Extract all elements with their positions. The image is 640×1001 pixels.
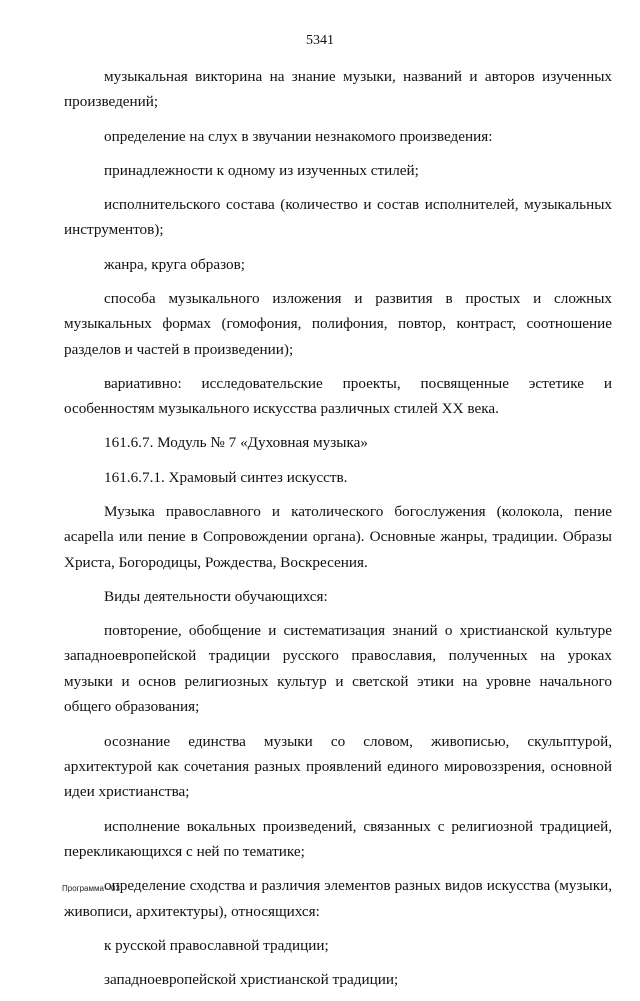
paragraph-orthodox-tradition: к русской православной традиции; [104, 936, 329, 954]
paragraph-vocal-performance: исполнение вокальных произведений, связанных с религиозной традицией, перекликающихся с ней по тематике; [64, 817, 612, 860]
paragraph-optional-projects: вариативно: исследовательские проекты, посвященные эстетике и особенностям музыкального искусства различных стилей XX века. [64, 374, 612, 418]
paragraph-similarity: определение сходства и различия элементов разных видов искусства (музыки, живописи, архитектуры), относящихся: [64, 877, 612, 920]
paragraph-music-quiz: музыкальная викторина на знание музыки, названий и авторов изученных произведений; [64, 68, 612, 111]
paragraph-genre: жанра, круга образов; [104, 255, 245, 273]
section-heading-module-7: 161.6.7. Модуль № 7 «Духовная музыка» [104, 434, 368, 452]
paragraph-musical-forms: способа музыкального изложения и развития в простых и сложных музыкальных формах (гомофония, полифония, повтор, контраст, соотношение разделов и частей в произведении); [64, 289, 612, 358]
paragraph-awareness: осознание единства музыки со словом, живописью, скульптурой, архитектурой как сочетания разных проявлений единого мировоззрения, основной идеи христианства; [64, 732, 612, 801]
page-number: 5341 [306, 33, 334, 48]
paragraph-western-tradition: западноевропейской христианской традиции; [104, 970, 399, 988]
paragraph-activities-heading: Виды деятельности обучающихся: [104, 587, 328, 605]
paragraph-ear-recognition: определение на слух в звучании незнакомого произведения: [104, 127, 493, 145]
paragraph-liturgical-music: Музыка православного и католического богослужения (колокола, пение acapella или пение в Сопровождении органа). Основные жанры, традиции. Образы Христа, Богородицы, Рождества, Воскресения. [64, 502, 612, 571]
subsection-heading-temple-synthesis: 161.6.7.1. Храмовый синтез искусств. [104, 468, 348, 486]
document-body [64, 64, 612, 1001]
paragraph-repetition: повторение, обобщение и систематизация знаний о христианской культуре западноевропейской традиции русского православия, полученных на уроках музыки и основ религиозных культур и светской этики на уровне начального общего образования; [64, 622, 612, 716]
paragraph-style-belonging: принадлежности к одному из изученных стилей; [104, 161, 419, 179]
paragraph-performing-ensemble: исполнительского состава (количество и состав исполнителей, музыкальных инструментов); [64, 196, 612, 239]
footer-program-label: Программа - 03 [62, 884, 120, 893]
